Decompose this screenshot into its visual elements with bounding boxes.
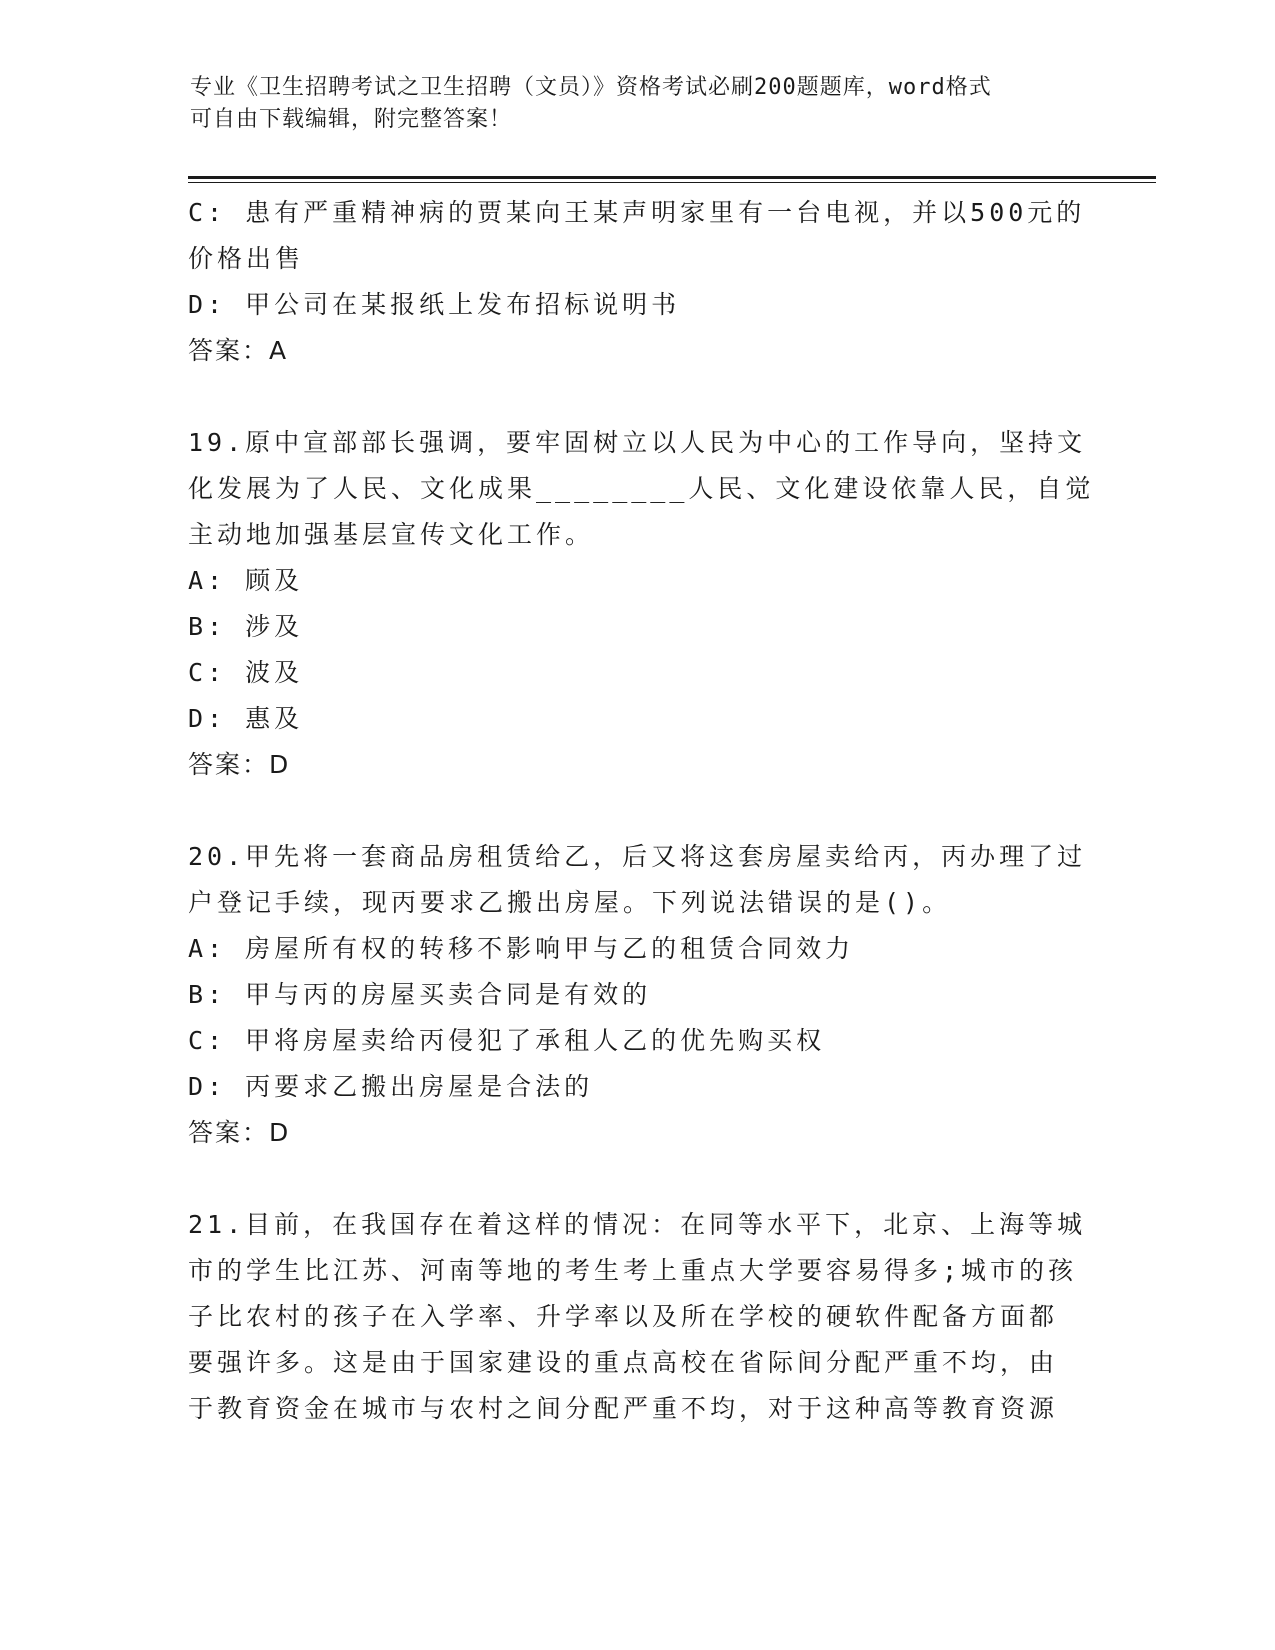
option-d: D: 甲公司在某报纸上发布招标说明书 (188, 290, 681, 319)
question-stem-line-4: 要强许多。这是由于国家建设的重点高校在省际间分配严重不均，由 (188, 1348, 1059, 1377)
question-stem-line-2: 户登记手续，现丙要求乙搬出房屋。下列说法错误的是()。 (188, 888, 952, 917)
option-d: D: 丙要求乙搬出房屋是合法的 (188, 1072, 594, 1101)
option-c: C: 波及 (188, 658, 304, 687)
question-stem-line-1: 20.甲先将一套商品房租赁给乙，后又将这套房屋卖给丙，丙办理了过 (188, 842, 1087, 871)
question-stem-line-1: 19.原中宣部部长强调，要牢固树立以人民为中心的工作导向，坚持文 (188, 428, 1087, 457)
answer-label: 答案：D (188, 1118, 291, 1147)
option-b: B: 涉及 (188, 612, 304, 641)
spacer (188, 1156, 1088, 1202)
question-stem-line-1: 21.目前，在我国存在着这样的情况：在同等水平下，北京、上海等城 (188, 1210, 1087, 1239)
question-stem-line-2: 化发展为了人民、文化成果________人民、文化建设依靠人民，自觉 (188, 474, 1095, 503)
question-21 (188, 1202, 1088, 1432)
header-line-1: 专业《卫生招聘考试之卫生招聘（文员）》资格考试必刷200题题库，word格式 (190, 75, 992, 100)
option-b: B: 甲与丙的房屋买卖合同是有效的 (188, 980, 652, 1009)
option-a: A: 房屋所有权的转移不影响甲与乙的租赁合同效力 (188, 934, 855, 963)
header-line-2: 可自由下载编辑，附完整答案！ (190, 107, 513, 132)
document-header (190, 72, 1070, 136)
question-stem-line-3: 子比农村的孩子在入学率、升学率以及所在学校的硬软件配备方面都 (188, 1302, 1059, 1331)
question-stem-line-5: 于教育资金在城市与农村之间分配严重不均，对于这种高等教育资源 (188, 1394, 1059, 1423)
option-a: A: 顾及 (188, 566, 304, 595)
question-stem-line-3: 主动地加强基层宣传文化工作。 (188, 520, 595, 549)
spacer (188, 374, 1088, 420)
question-content (188, 190, 1095, 1432)
question-stem-line-2: 市的学生比江苏、河南等地的考生考上重点大学要容易得多;城市的孩 (188, 1256, 1078, 1285)
answer-label: 答案：D (188, 750, 291, 779)
option-d: D: 惠及 (188, 704, 304, 733)
option-c-line-1: C: 患有严重精神病的贾某向王某声明家里有一台电视，并以500元的 (188, 198, 1086, 227)
answer-label: 答案：A (188, 336, 289, 365)
header-divider-thin (188, 182, 1156, 183)
option-c-line-2: 价格出售 (188, 244, 305, 273)
spacer (188, 788, 1088, 834)
question-20 (188, 834, 1088, 1156)
header-divider-thick (188, 176, 1156, 179)
question-19 (188, 420, 1095, 788)
option-c: C: 甲将房屋卖给丙侵犯了承租人乙的优先购买权 (188, 1026, 826, 1055)
question-18-tail (188, 190, 1088, 374)
